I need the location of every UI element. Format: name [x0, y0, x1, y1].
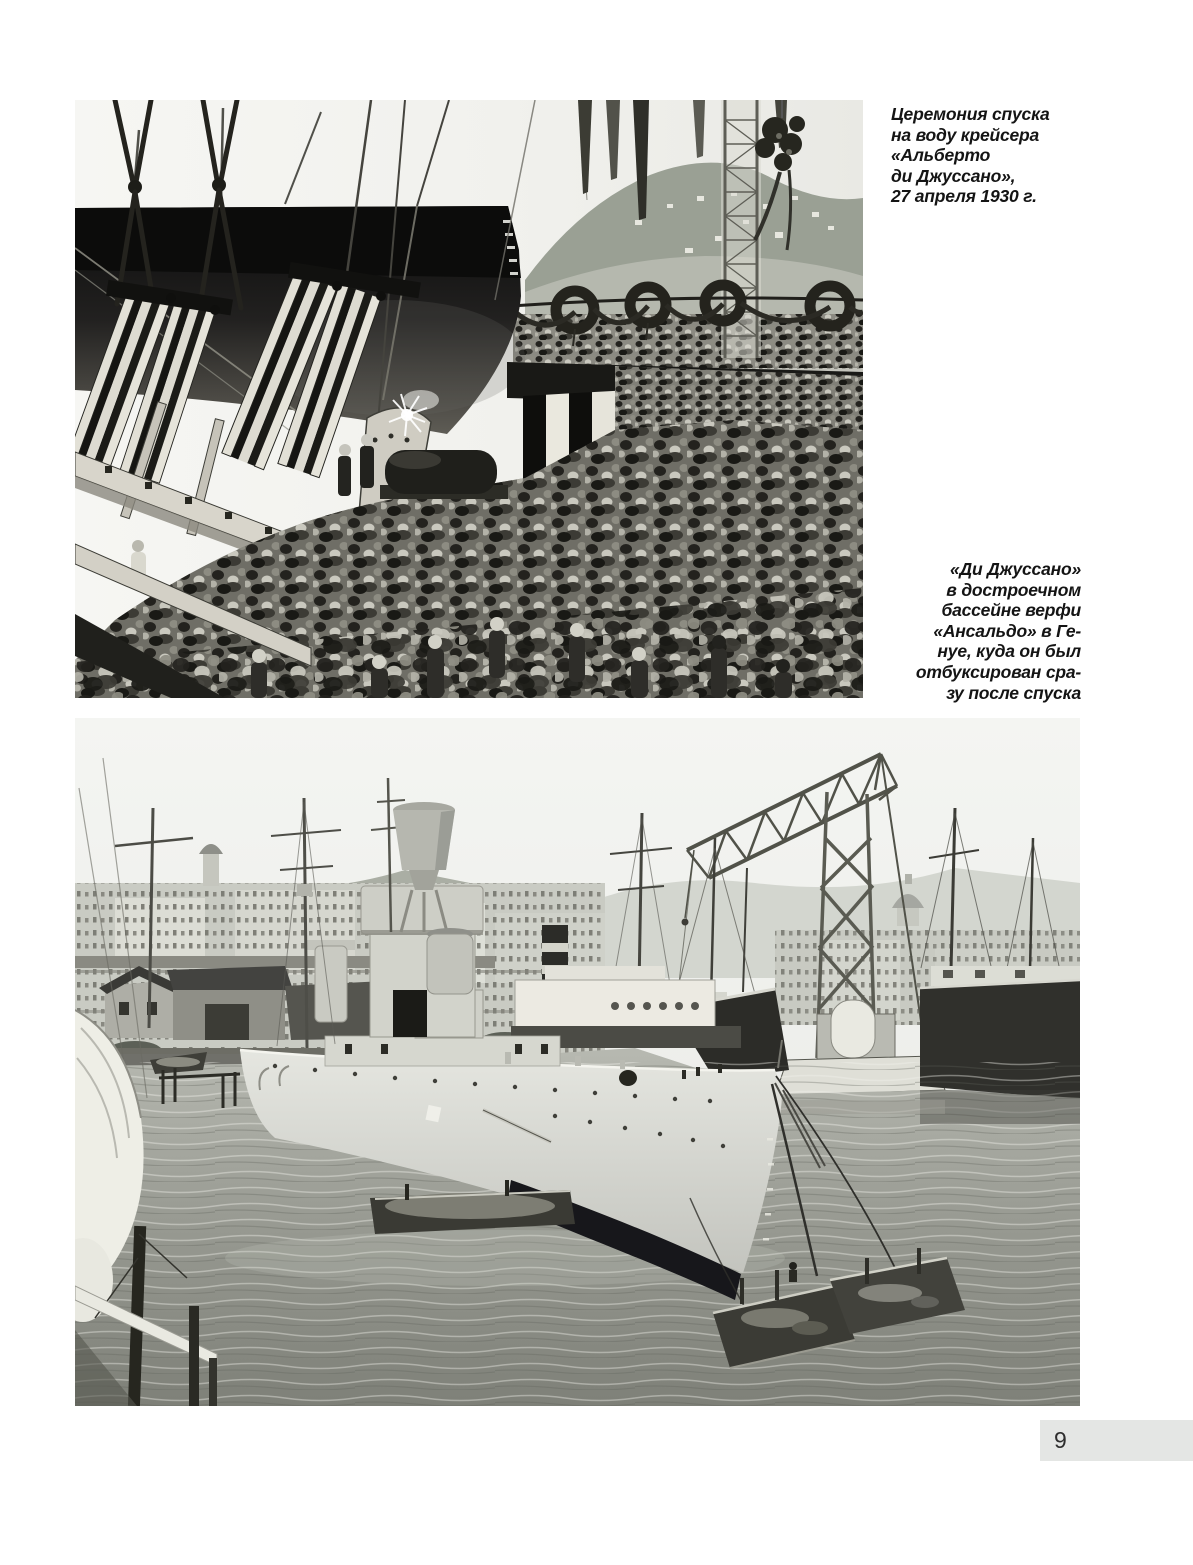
caption-launch — [891, 104, 1096, 207]
page-number: 9 — [1054, 1427, 1067, 1453]
caption-line: в достроечном — [946, 579, 1081, 600]
caption-line: 27 апреля 1930 г. — [891, 186, 1037, 207]
caption-line: «Ди Джуссано» — [950, 559, 1081, 579]
caption-line: «Ансальдо» в Ге- — [933, 620, 1081, 641]
caption-basin — [856, 559, 1081, 703]
caption-line: «Альберто — [891, 145, 991, 166]
caption-line: ди Джуссано», — [891, 165, 1016, 186]
caption-line: Церемония спуска — [891, 104, 1050, 124]
crowd-mid — [615, 366, 863, 430]
folio-bar — [1040, 1420, 1193, 1461]
caption-line: зу после спуска — [946, 682, 1081, 703]
photo-fitting-out-basin — [75, 718, 1080, 1406]
caption-line: бассейне верфи — [941, 600, 1081, 621]
photo-launch-ceremony — [75, 100, 863, 698]
caption-line: нуе, куда он был — [937, 641, 1081, 662]
caption-line: отбуксирован сра- — [915, 661, 1081, 682]
caption-line: на воду крейсера — [891, 124, 1040, 145]
